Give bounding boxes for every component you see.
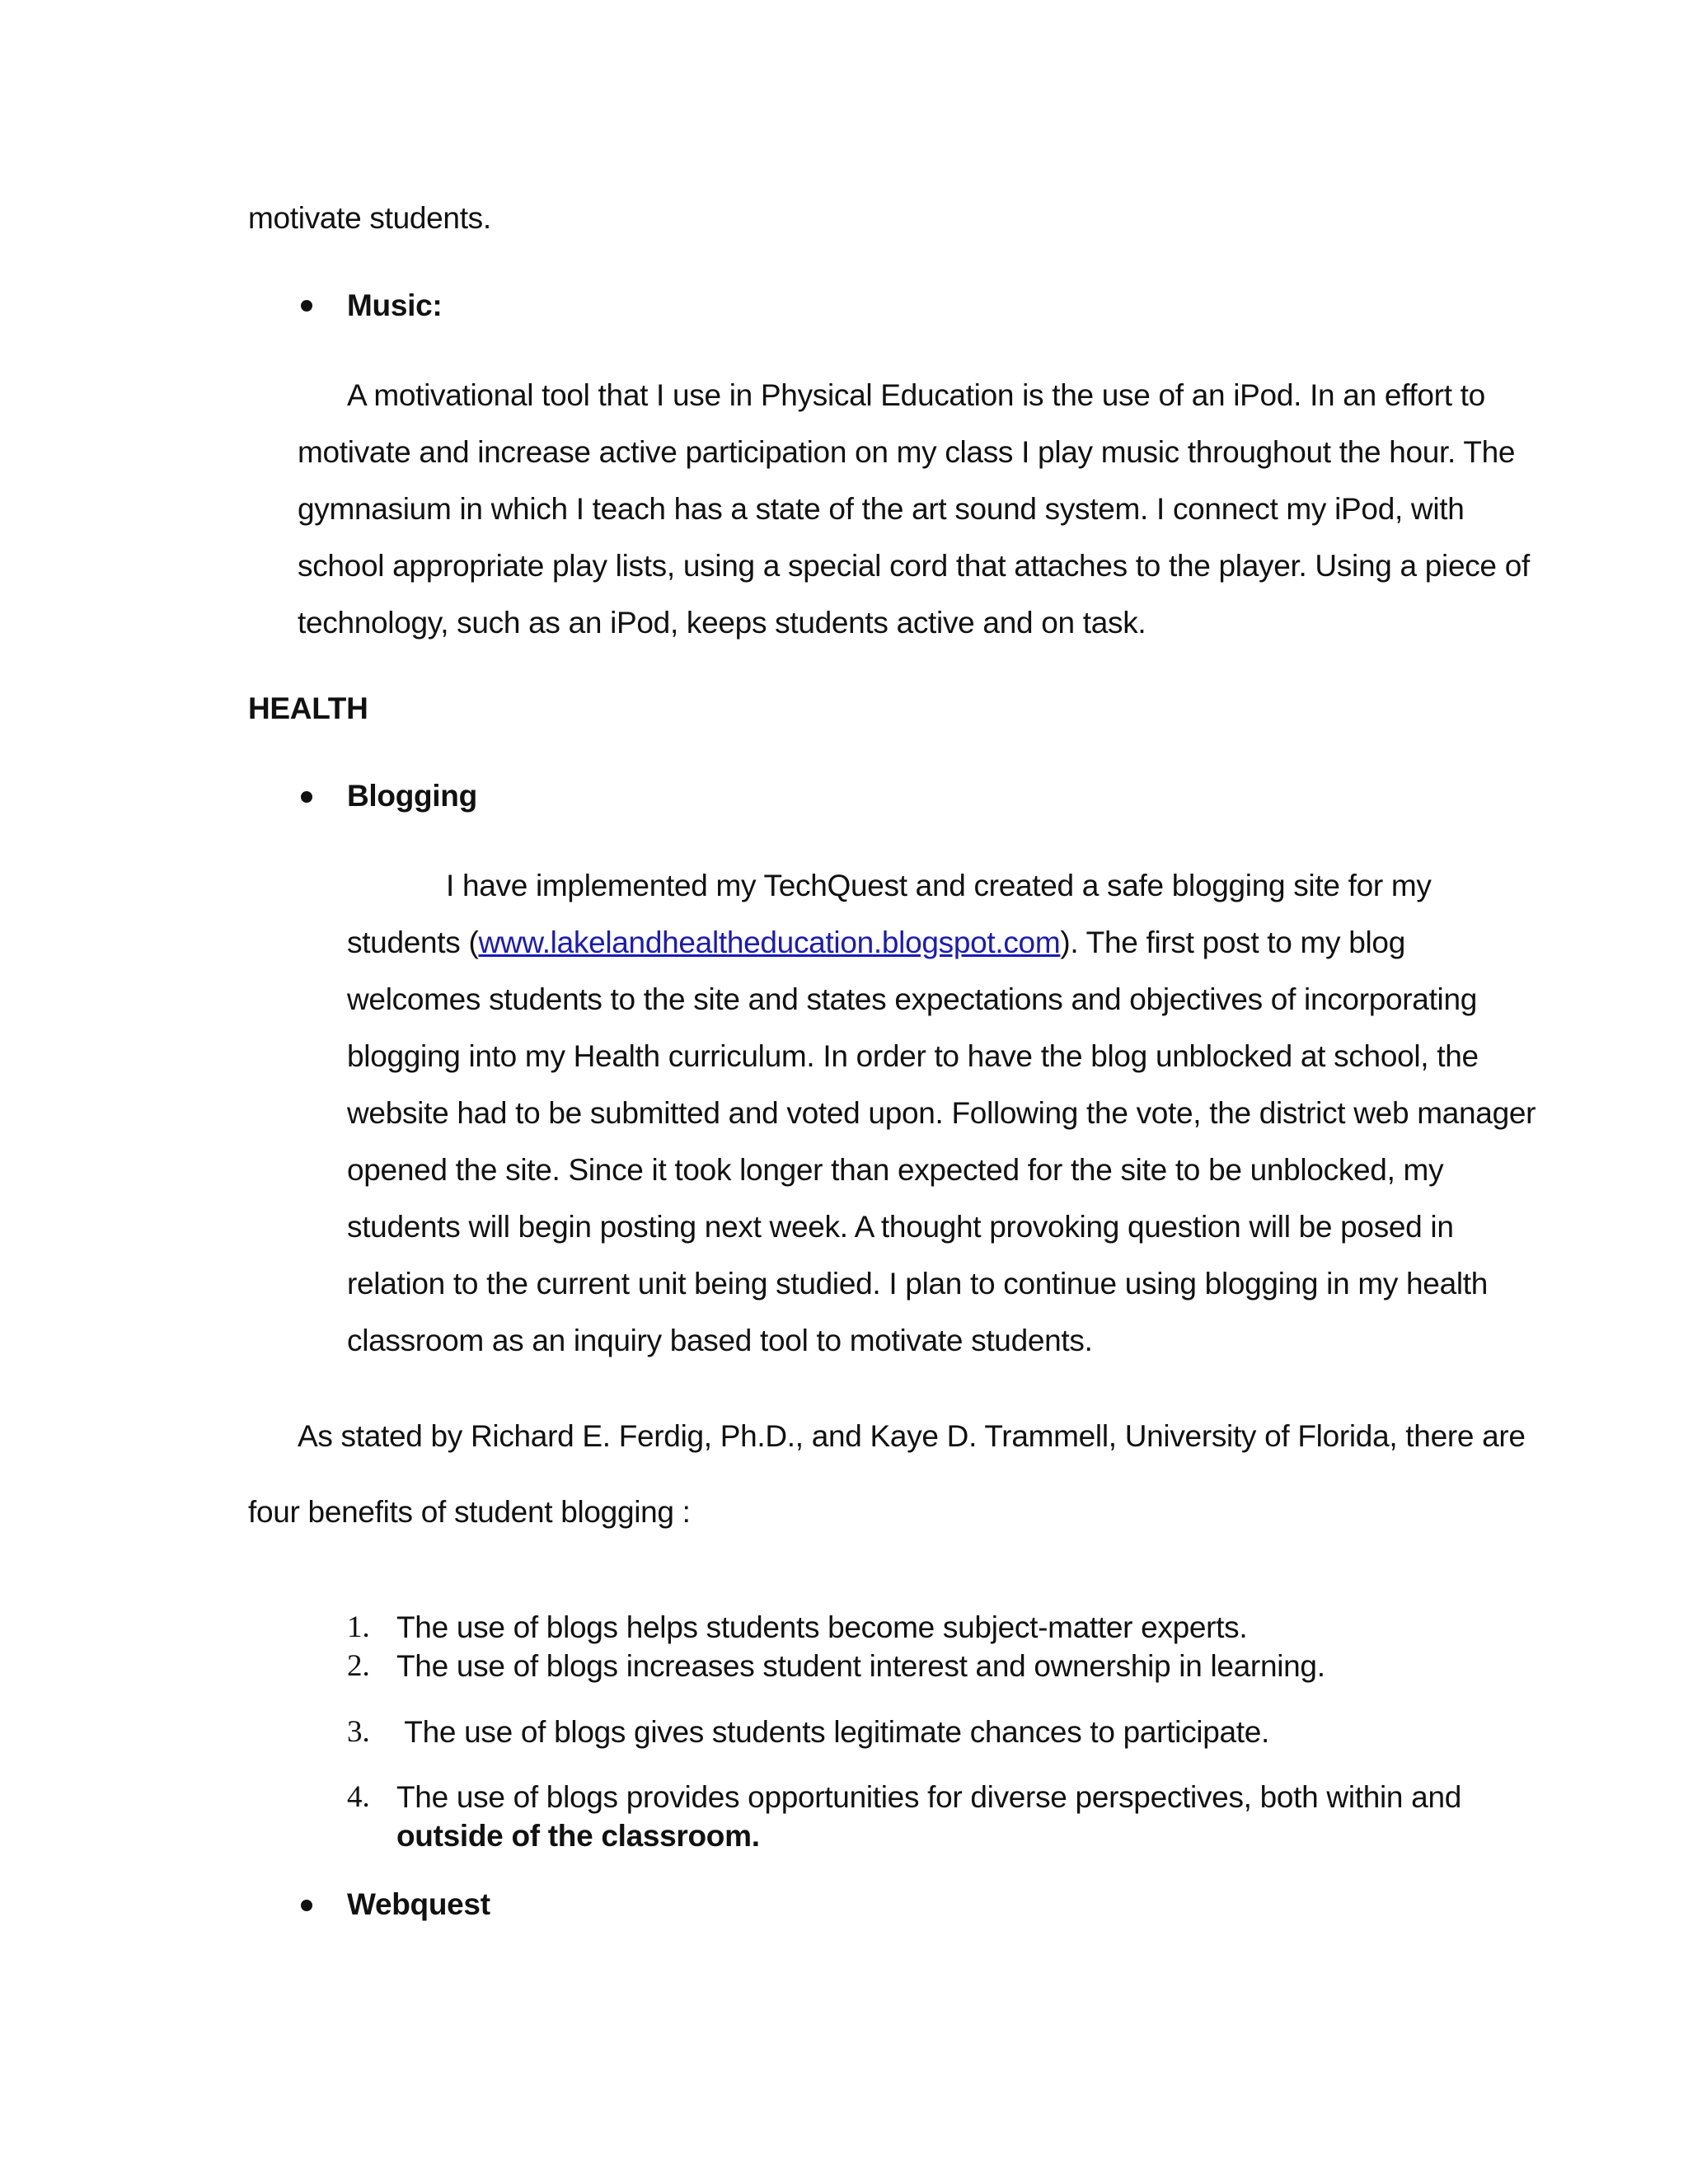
blogging-line-3: welcomes students to the site and states expectations and objectives of incorporating — [347, 982, 1478, 1016]
music-bullet-icon — [301, 300, 312, 312]
benefit-text-3: The use of blogs gives students legitimate chances to participate. — [396, 1715, 1270, 1749]
benefit-text-4: The use of blogs provides opportunities for diverse perspectives, both within and — [396, 1780, 1462, 1814]
stated-line-2: four benefits of student blogging : — [248, 1495, 691, 1529]
blogging-line-1: I have implemented my TechQuest and created a safe blogging site for my — [446, 869, 1432, 902]
stated-line-1: As stated by Richard E. Ferdig, Ph.D., and Kaye D. Trammell, University of Florida, there are — [298, 1419, 1526, 1453]
blogging-line-6: opened the site. Since it took longer than expected for the site to be unblocked, my — [347, 1153, 1444, 1187]
music-line-4: school appropriate play lists, using a special cord that attaches to the player. Using a piece of — [298, 549, 1530, 583]
benefit-number-2: 2. — [347, 1649, 370, 1683]
blogging-bullet-icon — [301, 791, 312, 803]
blogging-line-7: students will begin posting next week. A thought provoking question will be posed in — [347, 1210, 1454, 1244]
benefit-text-4-continuation: outside of the classroom. — [396, 1819, 760, 1853]
webquest-bullet-icon — [301, 1900, 312, 1911]
blogging-line-2-post: ). The first post to my blog — [1060, 926, 1405, 959]
blogging-heading: Blogging — [347, 779, 477, 813]
blogging-line-2-pre: students ( — [347, 926, 479, 959]
blogging-line-5: website had to be submitted and voted upon. Following the vote, the district web manager — [347, 1096, 1536, 1130]
benefit-number-1: 1. — [347, 1610, 370, 1644]
health-section-title: HEALTH — [248, 691, 368, 725]
benefit-text-1: The use of blogs helps students become subject-matter experts. — [396, 1610, 1248, 1644]
benefit-number-3: 3. — [347, 1715, 370, 1749]
benefit-number-4: 4. — [347, 1780, 370, 1814]
intro-tail-line: motivate students. — [248, 201, 491, 235]
webquest-heading: Webquest — [347, 1887, 490, 1921]
music-line-5: technology, such as an iPod, keeps students active and on task. — [298, 606, 1146, 640]
music-heading: Music: — [347, 288, 443, 322]
blogging-line-9: classroom as an inquiry based tool to motivate students. — [347, 1324, 1093, 1357]
blogging-line-8: relation to the current unit being studied. I plan to continue using blogging in my health — [347, 1267, 1489, 1301]
music-line-1: A motivational tool that I use in Physical Education is the use of an iPod. In an effort to — [347, 378, 1485, 412]
music-line-3: gymnasium in which I teach has a state of the art sound system. I connect my iPod, with — [298, 492, 1465, 526]
music-line-2: motivate and increase active participation on my class I play music throughout the hour. The — [298, 435, 1516, 469]
blogging-line-4: blogging into my Health curriculum. In order to have the blog unblocked at school, the — [347, 1039, 1479, 1073]
blogging-line-2 — [347, 925, 1405, 961]
benefit-text-2: The use of blogs increases student interest and ownership in learning. — [396, 1649, 1325, 1683]
blog-site-link[interactable]: www.lakelandhealtheducation.blogspot.com — [478, 926, 1061, 959]
